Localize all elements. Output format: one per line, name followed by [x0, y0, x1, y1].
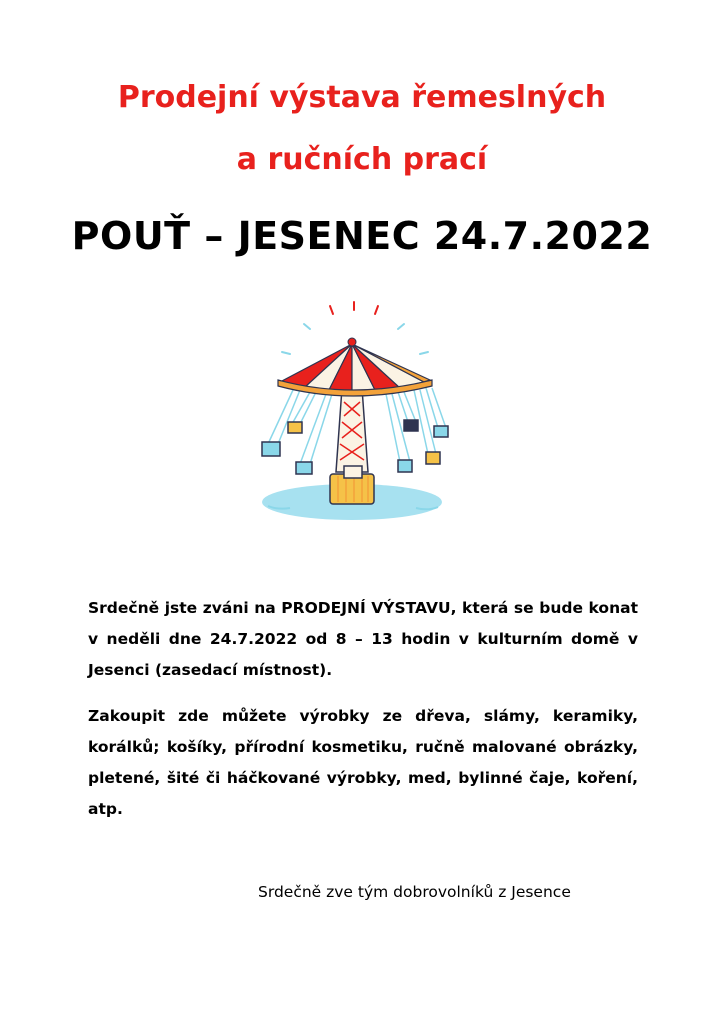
title-line-1: Prodejní výstava řemeslných	[117, 80, 607, 115]
title-line-2: a ručních prací	[236, 142, 488, 177]
central-pole	[336, 388, 368, 472]
signature: Srdečně zve tým dobrovolníků z Jesence	[258, 883, 571, 901]
event-heading: POUŤ – JESENEC 24.7.2022	[71, 214, 653, 258]
sparkle-lines	[330, 302, 378, 314]
invitation-paragraph: Srdečně jste zváni na PRODEJNÍ VÝSTAVU, která se bude konat v neděli dne 24.7.2022 od 8 – 13 hodin v kulturním domě v Jesenci (zasedací místnost).	[88, 599, 638, 679]
carousel-swing-ride-icon	[248, 292, 478, 552]
canopy	[278, 338, 432, 396]
products-paragraph: Zakoupit zde můžete výrobky ze dřeva, slámy, keramiky, korálků; košíky, přírodní kosmetiku, ručně malované obrázky, pletené, šité či háčkované výrobky, med, bylinné čaje, koření, atp.	[88, 707, 638, 818]
